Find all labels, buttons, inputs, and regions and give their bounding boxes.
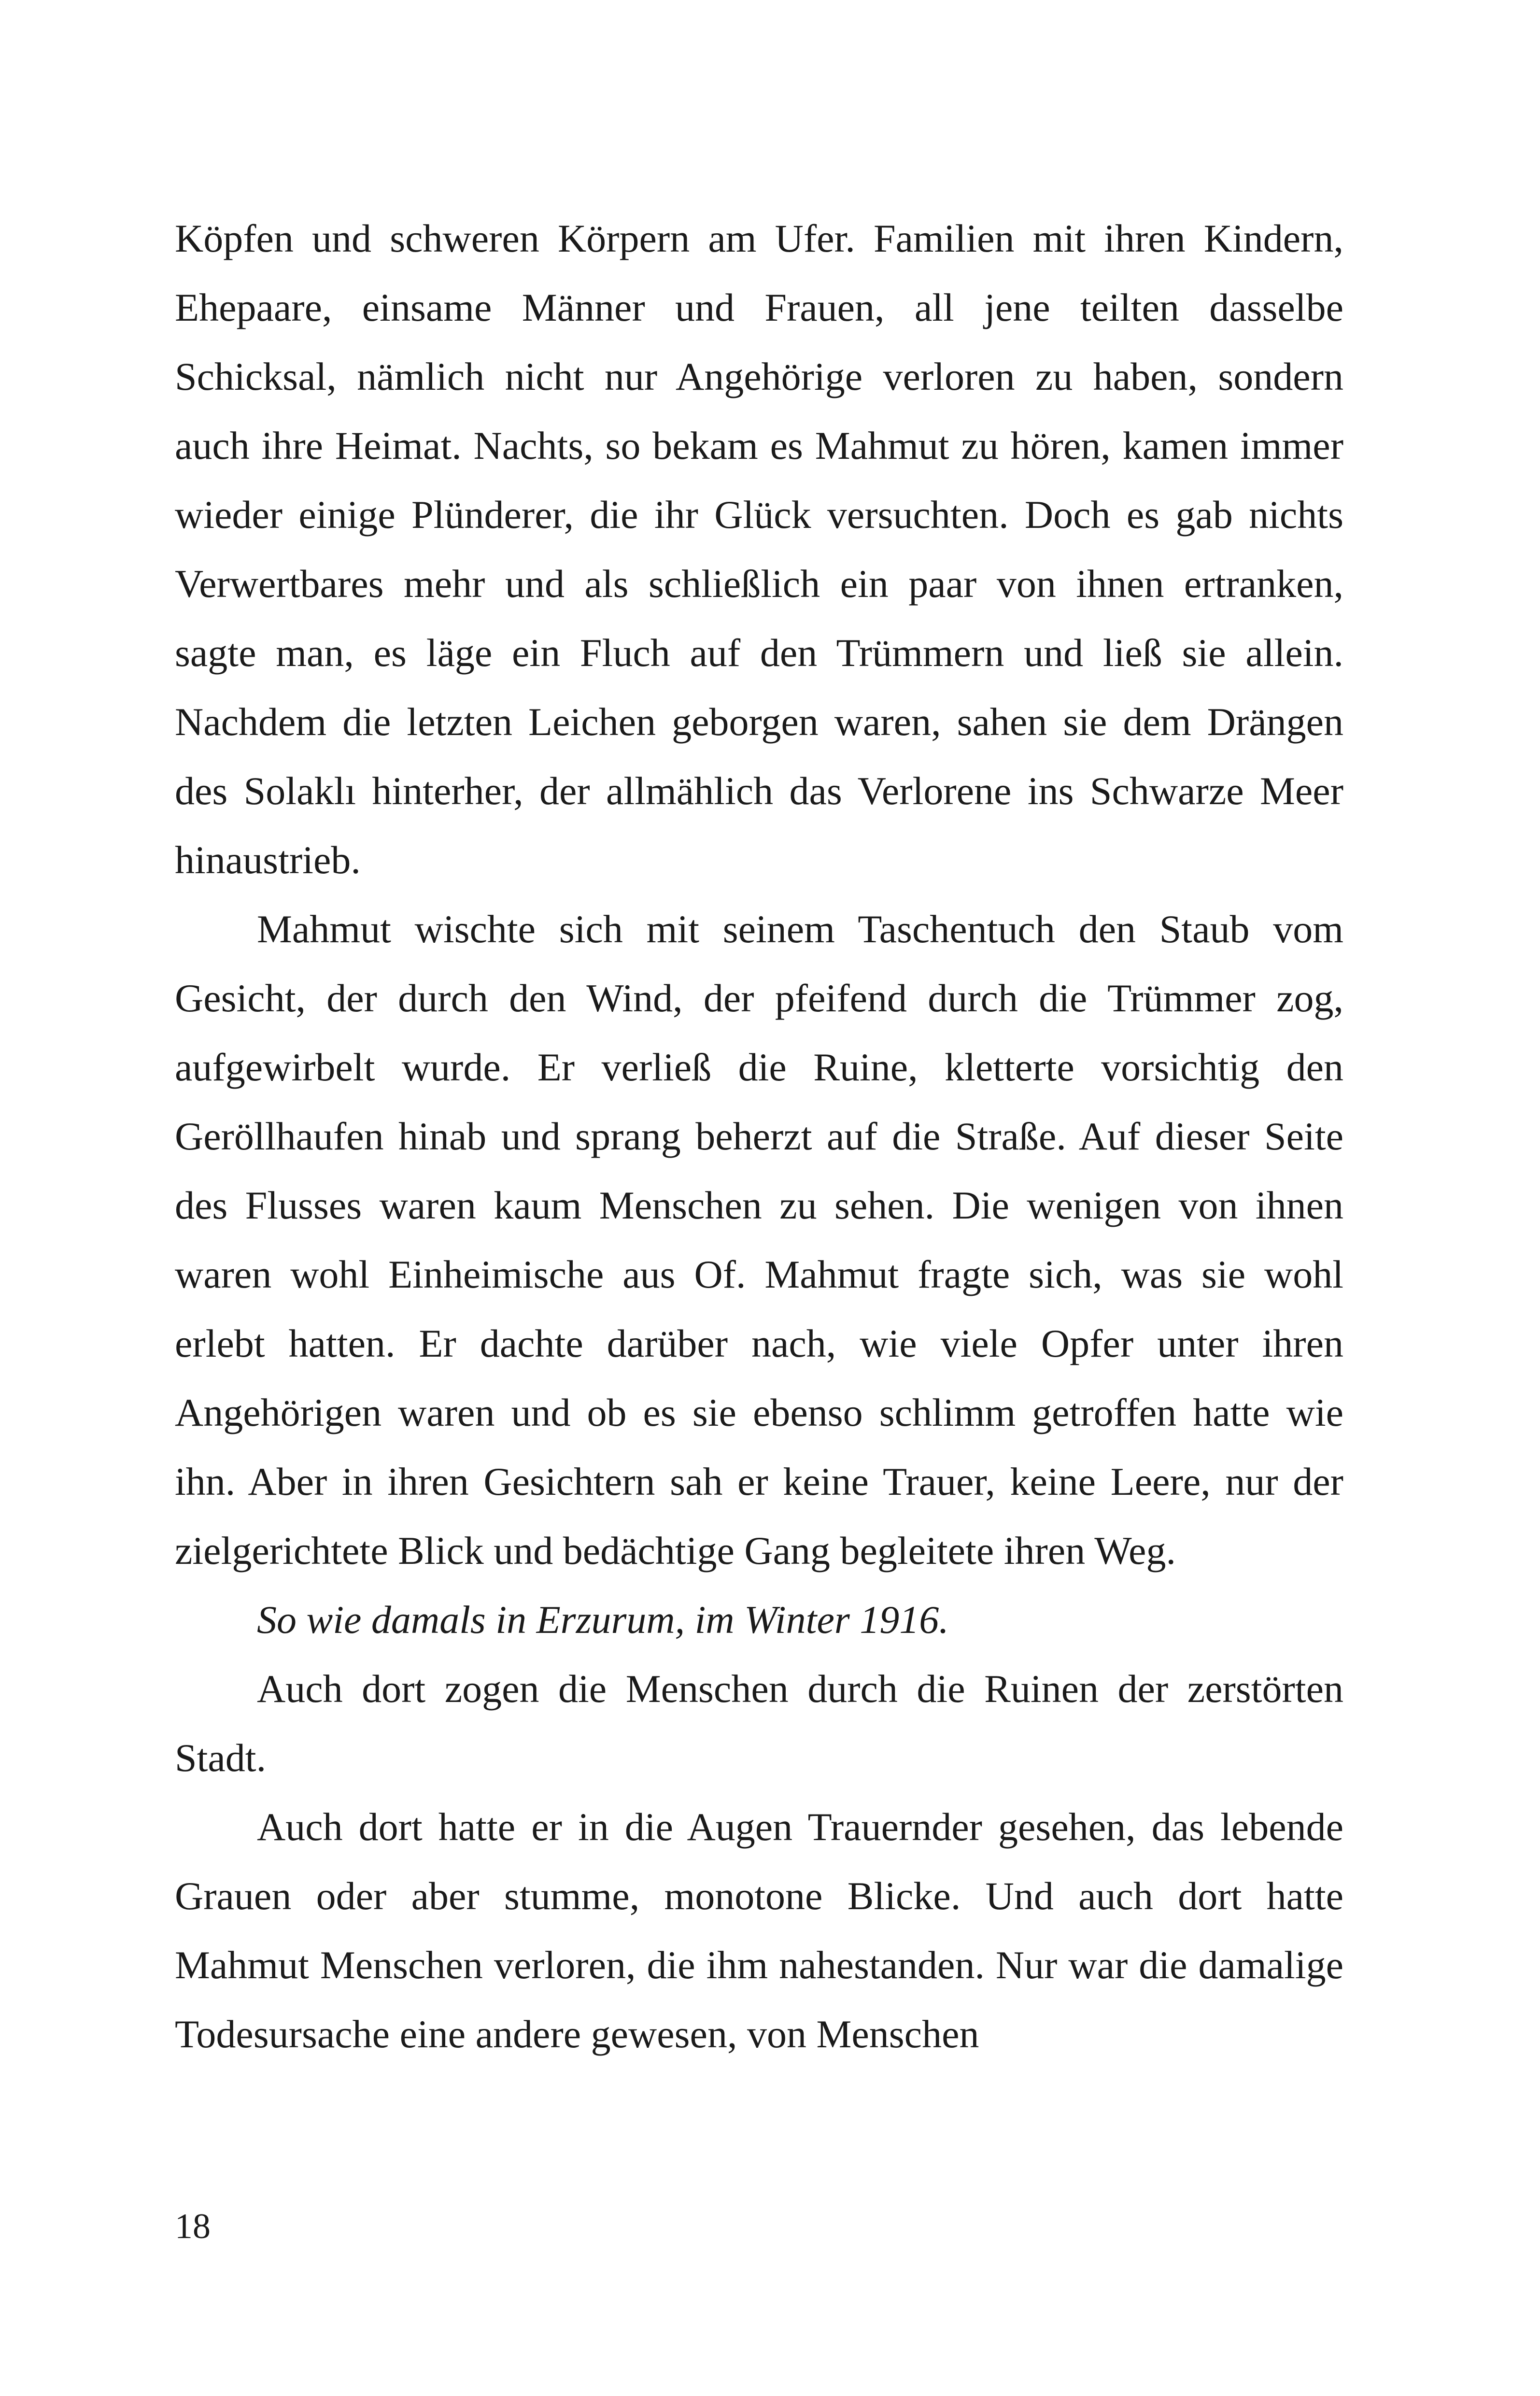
body-text	[175, 204, 1343, 2069]
page-number: 18	[175, 2207, 211, 2246]
paragraph-3-italic: So wie damals in Erzurum, im Winter 1916.	[257, 1598, 949, 1642]
paragraph-4: Auch dort zogen die Menschen durch die Ruinen der zerstörten Stadt.	[175, 1667, 1343, 1780]
paragraph-2: Mahmut wischte sich mit seinem Taschentuch den Staub vom Gesicht, der durch den Wind, der pfeifend durch die Trümmer zog, aufgewirbelt wurde. Er verließ die Ruine, kletterte vorsichtig den Geröllhaufen hinab und sprang beherzt auf die Straße. Auf dieser Seite des Flusses waren kaum Menschen zu sehen. Die wenigen von ihnen waren wohl Einheimische aus Of. Mahmut fragte sich, was sie wohl erlebt hatten. Er dachte darüber nach, wie viele Opfer unter ihren Angehörigen waren und ob es sie ebenso schlimm getroffen hatte wie ihn. Aber in ihren Gesichtern sah er keine Trauer, keine Leere, nur der zielgerichtete Blick und bedächtige Gang begleitete ihren Weg.	[175, 907, 1343, 1573]
paragraph-1: Köpfen und schweren Körpern am Ufer. Familien mit ihren Kindern, Ehepaare, einsame Männer und Frauen, all jene teilten dasselbe Schicksal, nämlich nicht nur Angehörige verloren zu haben, sondern auch ihre Heimat. Nachts, so bekam es Mahmut zu hören, kamen immer wieder einige Plünderer, die ihr Glück versuchten. Doch es gab nichts Verwertbares mehr und als schließlich ein paar von ihnen ertranken, sagte man, es läge ein Fluch auf den Trümmern und ließ sie allein. Nachdem die letzten Leichen geborgen waren, sahen sie dem Drängen des Solaklı hinterher, der allmählich das Verlorene ins Schwarze Meer hinaustrieb.	[175, 216, 1343, 882]
paragraph-5: Auch dort hatte er in die Augen Trauernder gesehen, das lebende Grauen oder aber stumme, monotone Blicke. Und auch dort hatte Mahmut Menschen verloren, die ihm nahestanden. Nur war die damalige Todesursache eine andere gewesen, von Menschen	[175, 1805, 1343, 2056]
